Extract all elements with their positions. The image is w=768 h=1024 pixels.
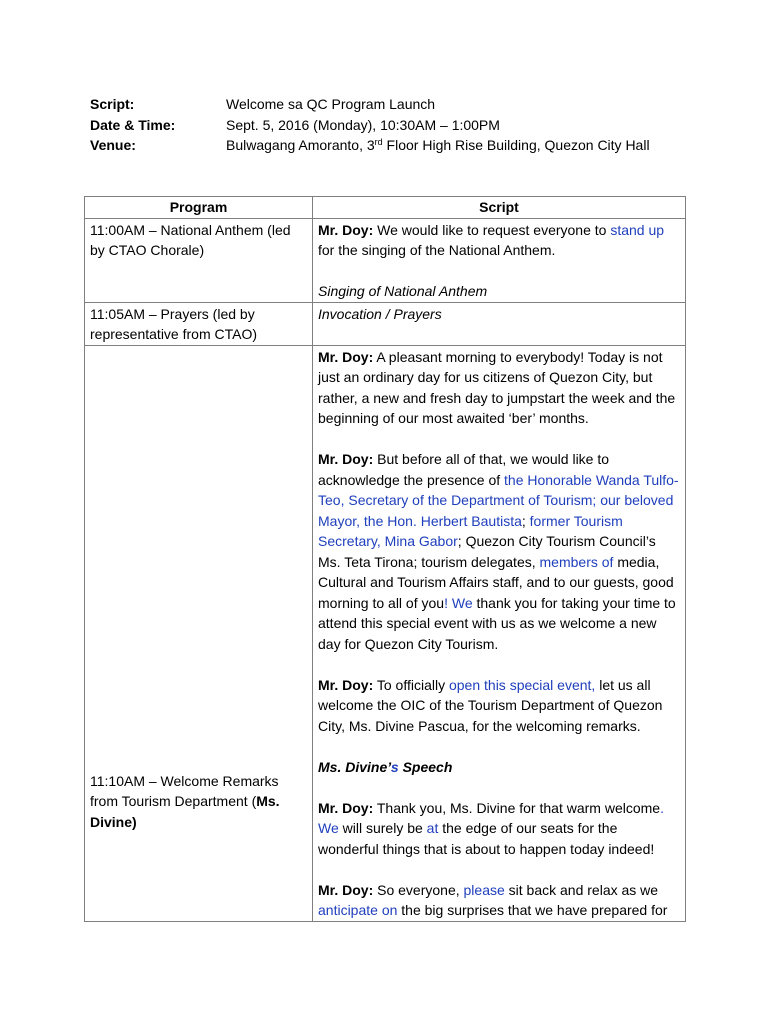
script-paragraph <box>318 449 680 654</box>
program-text-bold: Ms. Divine) <box>90 793 280 830</box>
script-paragraph <box>318 220 680 261</box>
document-header <box>90 94 650 156</box>
cue-text: Ms. Divine’ <box>318 758 391 775</box>
script-text: will surely be <box>338 820 427 836</box>
highlighted-text: at <box>426 820 439 836</box>
highlighted-text: please <box>463 881 505 898</box>
table-row <box>85 345 686 921</box>
script-text: for the singing of the National Anthem. <box>318 242 556 258</box>
highlighted-text: . We <box>318 799 664 836</box>
script-cell <box>313 302 686 345</box>
venue-ordinal-suffix: rd <box>374 137 383 147</box>
program-script-table <box>84 196 686 922</box>
table-row <box>85 302 686 345</box>
script-label: Script: <box>90 96 135 112</box>
stage-cue: Invocation / Prayers <box>318 305 442 322</box>
venue-text-pre: Bulwagang Amoranto, 3 <box>226 137 375 153</box>
highlighted-text: ! We <box>444 594 473 611</box>
program-cell <box>85 345 313 921</box>
stage-cue <box>318 757 680 778</box>
highlighted-text: former Tourism Secretary, Mina Gabor <box>318 512 623 549</box>
script-cell <box>313 218 686 302</box>
script-text: But before all of that, we would like to acknowledge the presence of <box>318 451 610 488</box>
script-text: ; Quezon City Tourism Council’s Ms. Teta Tirona; tourism delegates, <box>318 533 656 570</box>
program-text <box>90 771 307 833</box>
script-text: A pleasant morning to everybody! Today is not just an ordinary day for us citizens of Quezon City, but rather, a new and fresh day to jumpstart the week and the beginning of our most awaited ‘ber’ months. <box>318 348 676 426</box>
script-text: thank you for taking your time to attend this special event with us as we welcome a new day for Quezon City Tourism. <box>318 594 676 652</box>
cue-text: Speech <box>398 758 453 775</box>
highlighted-text: anticipate on <box>318 902 398 918</box>
script-text: We would like to request everyone to <box>373 221 611 238</box>
table-header-row <box>85 197 686 219</box>
venue-value <box>226 135 650 156</box>
script-paragraph <box>318 798 680 860</box>
highlighted-text: s <box>390 758 399 775</box>
datetime-value: Sept. 5, 2016 (Monday), 10:30AM – 1:00PM <box>226 116 500 133</box>
speaker-label: Mr. Doy: <box>318 799 374 816</box>
speaker-label: Mr. Doy: <box>318 881 374 898</box>
speaker-label: Mr. Doy: <box>318 348 374 365</box>
script-cell <box>313 345 686 921</box>
highlighted-text: members of <box>539 553 614 570</box>
script-text: Thank you, Ms. Divine for that warm welcome <box>373 799 661 816</box>
script-text: the big surprises that we have prepared for <box>397 902 668 918</box>
table-row <box>85 218 686 302</box>
script-text: ; <box>521 512 530 529</box>
script-text: let us all welcome the OIC of the Tourism Department of Quezon City, Ms. Divine Pascua, for the welcoming remarks. <box>318 676 663 734</box>
script-value: Welcome sa QC Program Launch <box>226 96 436 112</box>
script-paragraph <box>318 347 680 429</box>
highlighted-text: the Honorable Wanda Tulfo-Teo, Secretary of the Department of Tourism; our beloved Mayor, the Hon. Herbert Bautista <box>318 471 679 529</box>
program-cell: 11:00AM – National Anthem (led by CTAO Chorale) <box>85 218 313 302</box>
program-cell-spacer <box>90 347 307 771</box>
venue-text-post: Floor High Rise Building, Quezon City Hall <box>382 137 650 153</box>
datetime-label: Date & Time: <box>90 116 176 133</box>
column-header-script: Script <box>313 197 686 219</box>
script-paragraph <box>318 675 680 737</box>
speaker-label: Mr. Doy: <box>318 451 374 467</box>
stage-cue: Singing of National Anthem <box>318 283 488 299</box>
speaker-label: Mr. Doy: <box>318 676 374 693</box>
script-text: So everyone, <box>373 881 464 898</box>
highlighted-text: stand up <box>610 221 665 238</box>
script-text: To officially <box>373 676 449 693</box>
venue-label: Venue: <box>90 137 136 153</box>
venue-row <box>90 135 650 156</box>
speaker-label: Mr. Doy: <box>318 221 374 238</box>
script-text: sit back and relax as we <box>504 881 659 898</box>
program-cell: 11:05AM – Prayers (led by representative from CTAO) <box>85 302 313 345</box>
datetime-row <box>90 115 650 136</box>
program-text-main: 11:10AM – Welcome Remarks from Tourism Department ( <box>90 772 279 809</box>
script-text: media, Cultural and Tourism Affairs staff, and to our guests, good morning to all of you <box>318 553 674 611</box>
script-paragraph <box>318 880 680 921</box>
script-text: the edge of our seats for the wonderful things that is about to happen today indeed! <box>318 820 655 857</box>
script-row <box>90 94 650 115</box>
column-header-program: Program <box>85 197 313 219</box>
highlighted-text: open this special event, <box>448 676 596 693</box>
